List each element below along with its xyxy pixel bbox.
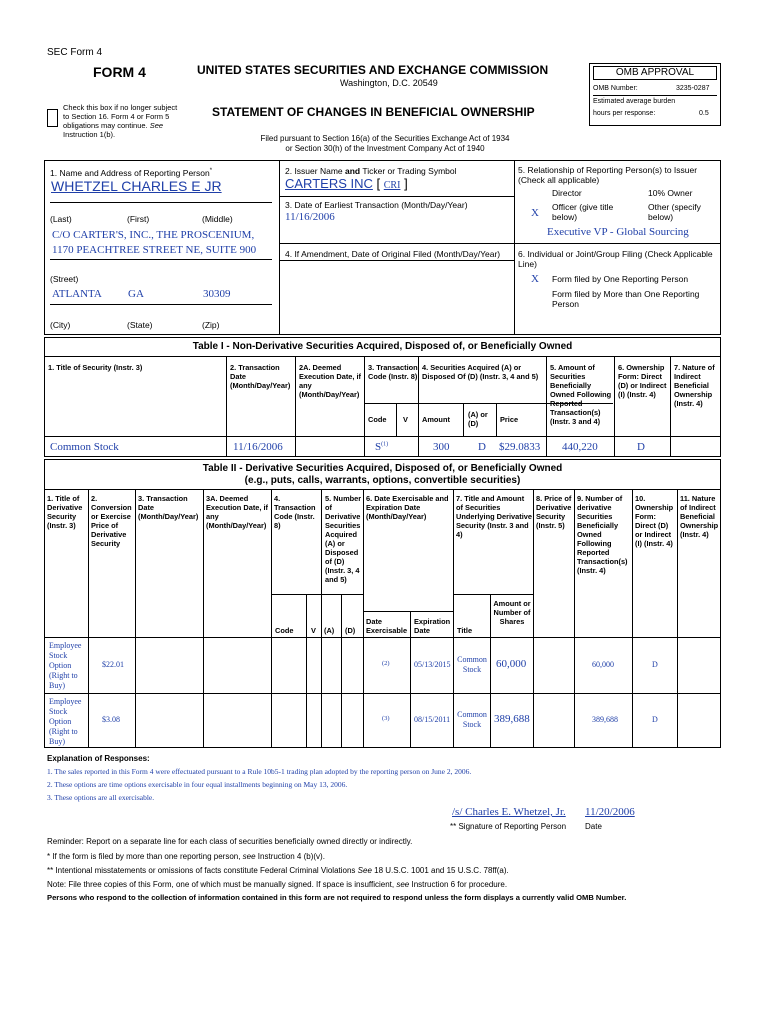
t1-h7: 7. Nature of Indirect Beneficial Ownership (Instr. 4) [674,363,715,408]
filing-label: 6. Individual or Joint/Group Filing (Check Applicable Line) [518,249,713,269]
one-person-option: Form filed by One Reporting Person [552,274,689,284]
t2-amount-col: Amount or Number of Shares [493,599,531,626]
statement-title: STATEMENT OF CHANGES IN BENEFICIAL OWNERSHIP [212,105,535,119]
t1-row-owned: 440,220 [562,441,598,453]
street-label: (Street) [50,274,79,284]
t2-r2-form: D [652,715,658,724]
explanation-note-2: 2. These options are time options exercisable in four equal installments beginning on May 13, 2006. [47,780,348,789]
t2-r1-form: D [652,660,658,669]
t1-h1: 1. Title of Security (Instr. 3) [48,363,143,372]
table1-title: Table I - Non-Derivative Securities Acquired, Disposed of, or Beneficially Owned [192,341,573,352]
explanation-note-3: 3. These options are all exercisable. [47,793,155,802]
t1-code: Code [368,415,387,424]
t2-expiration: Expiration Date [414,617,451,635]
t1-row-aord: D [478,441,486,453]
t2-h3: 3. Transaction Date (Month/Day/Year) [138,494,199,521]
address-line1: C/O CARTER'S, INC., THE PROSCENIUM, [52,229,255,241]
other-option: Other (specify below) [648,202,701,222]
middle-label: (Middle) [202,214,233,224]
signature-date-label: Date [585,822,602,831]
signature-name: /s/ Charles E. Whetzel, Jr. [452,806,566,818]
t2-r2-owned: 389,688 [592,715,618,724]
t2-r1-underlying-amount: 60,000 [496,658,527,670]
amendment-label: 4. If Amendment, Date of Original Filed (Month/Day/Year) [285,249,501,259]
signature-label: ** Signature of Reporting Person [450,822,567,831]
table2-title: Table II - Derivative Securities Acquired, Disposed of, or Beneficially Owned [202,463,563,474]
earliest-date-label: 3. Date of Earliest Transaction (Month/Day/Year) [285,200,468,210]
t2-r1-owned: 60,000 [592,660,614,669]
filed-pursuant: Filed pursuant to Section 16(a) of the Securities Exchange Act of 1934 or Section 30(h) of the Investment Company Act of 1940 [260,134,510,153]
t1-row-code: $S^{(1)}$ [375,441,389,453]
t1-row-amount: 300 [433,441,450,453]
address-line2: 1170 PEACHTREE STREET NE, SUITE 900 [52,244,257,256]
officer-mark: X [531,207,539,219]
zip-label: (Zip) [202,320,220,330]
form-title: FORM 4 [93,64,146,80]
t1-aord: (A) or (D) [468,410,488,428]
t1-amount: Amount [422,415,450,424]
checkbox-description: Check this box if no longer subject to Section 16. Form 4 or Form 5 obligations may continue. See Instruction 1(b). [63,103,178,139]
t2-title-col: Title [457,626,473,635]
t2-r1-expiration: 05/13/2015 [414,660,451,669]
t2-h1: 1. Title of Derivative Security (Instr. 3) [47,494,83,530]
one-person-mark: X [531,273,539,285]
t1-row-title: Common Stock [50,441,119,453]
city-value: ATLANTA [52,288,102,300]
reminder-text: Reminder: Report on a separate line for each class of securities beneficially owned directly or indirectly. [47,837,413,846]
t1-h5: 5. Amount of Securities Beneficially Owned Following Reported Transaction(s) (Instr. 3 and 4) [550,363,612,426]
earliest-date: 11/16/2006 [285,211,335,223]
sec-form-label: SEC Form 4 [47,47,103,58]
t2-r2-title: Employee Stock Option (Right to Buy) [49,697,82,746]
t1-v: V [403,415,408,424]
officer-title: Executive VP - Global Sourcing [547,226,689,238]
t2-h8: 8. Price of Derivative Security (Instr. 5) [536,494,572,530]
t2-h6: 6. Date Exercisable and Expiration Date (Month/Day/Year) [366,494,449,521]
t2-r2-expiration: 08/15/2011 [414,715,451,724]
t2-code: Code [275,626,294,635]
t2-v: V [311,626,316,635]
issuer-label: 2. Issuer Name and Ticker or Trading Symbol [285,166,457,176]
t2-r1-price: $22.01 [102,660,124,669]
multi-person-option: Form filed by More than One Reporting Person [552,289,700,309]
reporting-person-name[interactable]: WHETZEL CHARLES E JR [51,178,222,194]
t1-h2: 2. Transaction Date (Month/Day/Year) [230,363,291,390]
issuer-name-line: CARTERS INC [ CRI ] [285,176,408,191]
t2-r2-exercisable: (3) [382,715,390,722]
t2-h10: 10. Ownership Form: Direct (D) or Indirect (I) (Instr. 4) [635,494,674,548]
relationship-label: 5. Relationship of Reporting Person(s) to Issuer (Check all applicable) [518,165,698,185]
t2-d: (D) [345,626,356,635]
t2-a: (A) [324,626,335,635]
t2-h2: 2. Conversion or Exercise Price of Derivative Security [91,494,132,548]
state-label: (State) [127,320,153,330]
signature-date: 11/20/2006 [585,806,635,818]
first-label: (First) [127,214,150,224]
t2-h9: 9. Number of derivative Securities Beneficially Owned Following Reported Transaction(s) (Instr. 4) [577,494,628,575]
reporting-person-label: 1. Name and Address of Reporting Person* [50,167,213,178]
director-option: Director [552,188,582,198]
omb-hours-label: hours per response: [593,110,656,117]
ten-percent-option: 10% Owner [648,188,693,198]
no-longer-subject-checkbox[interactable] [47,109,58,127]
officer-option: Officer (give title below) [552,202,614,222]
commission-title: UNITED STATES SECURITIES AND EXCHANGE COMMISSION [197,63,549,77]
issuer-ticker[interactable]: CRI [383,180,401,191]
t1-row-date: 11/16/2006 [233,441,283,453]
explanation-title: Explanation of Responses: [47,754,150,763]
commission-location: Washington, D.C. 20549 [340,78,438,88]
t2-h5: 5. Number of Derivative Securities Acquired (A) or Disposed of (D) (Instr. 3, 4 and 5) [325,494,362,584]
t2-h3a: 3A. Deemed Execution Date, if any (Month/Day/Year) [206,494,269,530]
t2-h4: 4. Transaction Code (Instr. 8) [274,494,316,530]
t1-row-form: D [637,441,645,453]
t1-h4: 4. Securities Acquired (A) or Disposed Of (D) (Instr. 3, 4 and 5) [422,363,539,381]
t2-r1-title: Employee Stock Option (Right to Buy) [49,641,82,690]
footer-note-2: ** Intentional misstatements or omissions of facts constitute Federal Criminal Violations See 18 U.S.C. 1001 and 15 U.S.C. 78ff(a). [47,866,509,875]
t1-h6: 6. Ownership Form: Direct (D) or Indirect (I) (Instr. 4) [618,363,667,399]
omb-burden-label: Estimated average burden [593,98,676,105]
t2-date-ex: Date Exercisable [366,617,408,635]
omb-notice: Persons who respond to the collection of information contained in this form are not required to respond unless the form displays a currently valid OMB Number. [47,893,627,902]
t1-price: Price [500,415,519,424]
t2-r2-underlying-amount: 389,688 [494,713,530,725]
t1-h3: 3. Transaction Code (Instr. 8) [368,363,418,381]
omb-number: 3235-0287 [676,85,710,92]
t2-h11: 11. Nature of Indirect Beneficial Ownership (Instr. 4) [680,494,719,539]
t1-row-price: $29.0833 [499,441,541,453]
t2-r2-price: $3.08 [102,715,120,724]
footer-note-3: Note: File three copies of this Form, one of which must be manually signed. If space is insufficient, see Instruction 6 for procedure. [47,880,508,889]
city-label: (City) [50,320,71,330]
zip-value: 30309 [203,288,231,300]
t2-h7: 7. Title and Amount of Securities Underlying Derivative Security (Instr. 3 and 4) [456,494,532,539]
footer-note-1: * If the form is filed by more than one reporting person, see Instruction 4 (b)(v). [47,852,325,861]
table2-subtitle: (e.g., puts, calls, warrants, options, convertible securities) [244,475,521,486]
omb-hours: 0.5 [699,110,709,117]
explanation-note-1: 1. The sales reported in this Form 4 were effectuated pursuant to a Rule 10b5-1 trading plan adopted by the reporting person on June 2, 2006. [47,767,472,776]
t2-r1-exercisable: (2) [382,660,390,667]
t1-h2a: 2A. Deemed Execution Date, if any (Month/Day/Year) [299,363,362,399]
t2-r2-underlying-title: Common Stock [457,710,487,729]
state-value: GA [128,288,144,300]
omb-title: OMB APPROVAL [615,67,695,78]
issuer-name[interactable]: CARTERS INC [285,176,373,191]
last-label: (Last) [50,214,72,224]
omb-number-label: OMB Number: [593,85,638,92]
t2-r1-underlying-title: Common Stock [457,655,487,674]
